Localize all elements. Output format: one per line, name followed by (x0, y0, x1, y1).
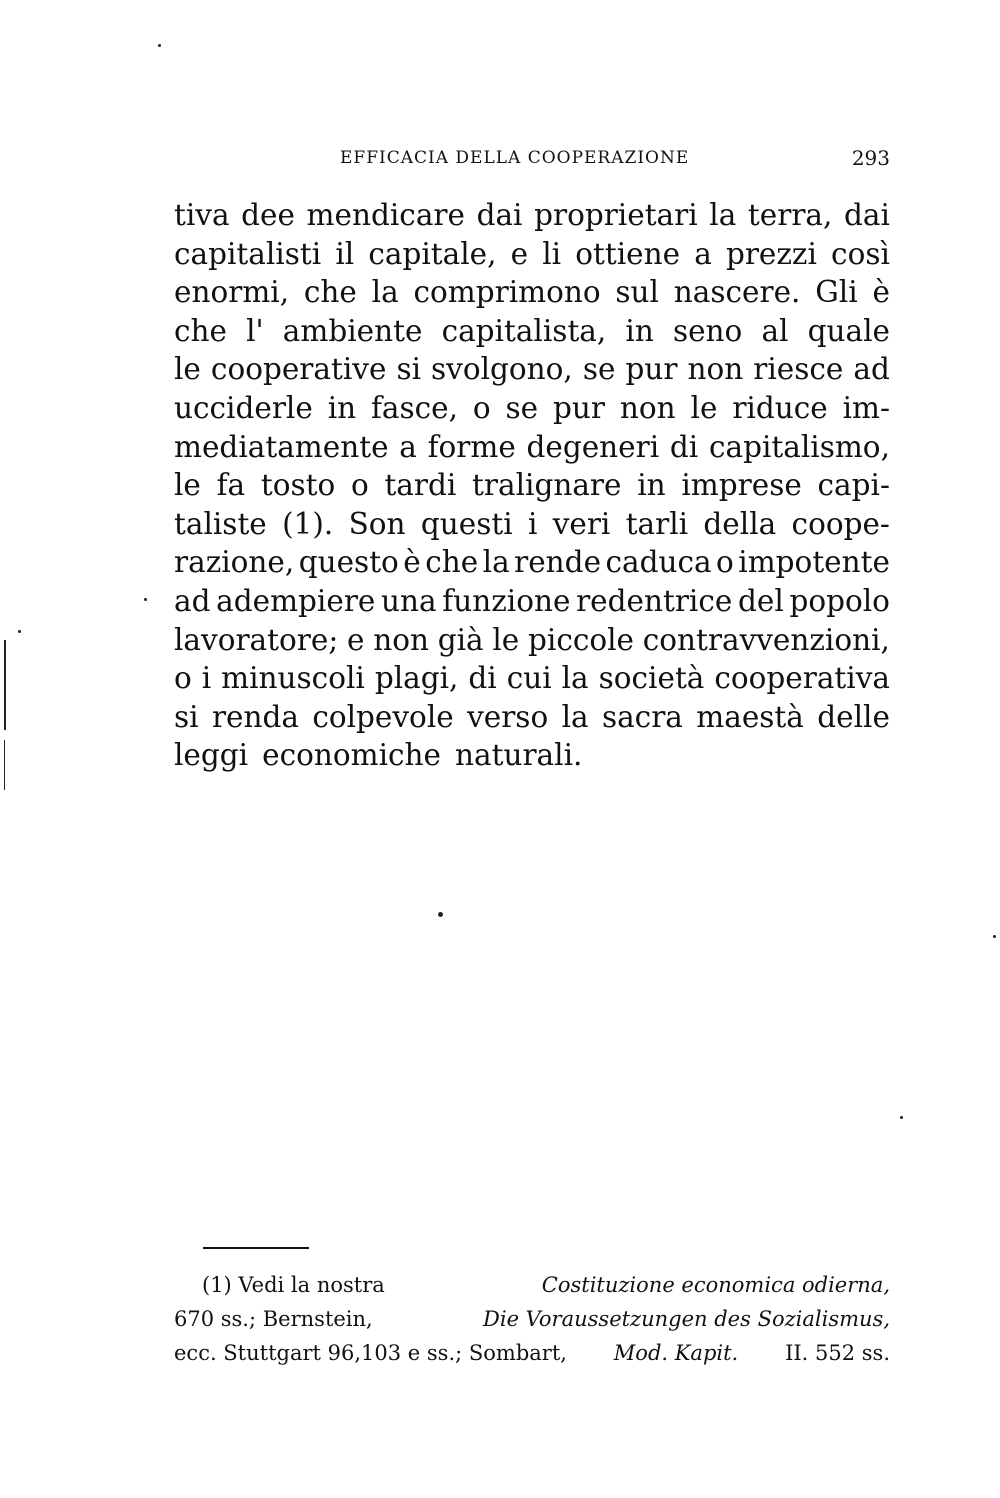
word: riesce (753, 352, 844, 387)
word: le (492, 622, 520, 657)
word: capi- (817, 468, 890, 503)
word: tiva (174, 198, 230, 232)
word: o (472, 390, 491, 425)
word: capitalista, (441, 313, 607, 348)
word: in (327, 390, 357, 425)
word: mediatamente (174, 429, 389, 464)
word: veri (552, 506, 611, 541)
text-line (174, 698, 890, 737)
word: pur (625, 352, 678, 387)
word: ad (174, 583, 211, 618)
word: non (373, 622, 429, 657)
word: lavoratore; (174, 622, 339, 657)
word: a (694, 236, 712, 271)
binding-edge-mark (4, 740, 5, 790)
text-line (174, 273, 890, 312)
word: maestà (696, 699, 804, 734)
word: adempiere (216, 583, 376, 618)
running-header (170, 146, 890, 170)
word: taliste (174, 506, 267, 541)
word: tardi (384, 468, 457, 503)
word: questi (420, 506, 513, 541)
word: in (637, 468, 666, 503)
word: sacra (601, 699, 683, 734)
word: li (542, 236, 562, 271)
word: di (669, 429, 699, 464)
word: cooperativa (714, 661, 890, 696)
word: si (396, 352, 422, 387)
running-title: EFFICACIA DELLA COOPERAZIONE (340, 148, 690, 168)
word: i (201, 661, 212, 696)
word: le (174, 352, 201, 387)
word: colpevole (312, 699, 454, 734)
paper-speck (18, 630, 21, 633)
word: leggi (174, 738, 249, 773)
text-line (174, 736, 890, 775)
word: funzione (442, 583, 571, 618)
binding-edge-mark (4, 640, 6, 730)
footnote-text: ecc. Stuttgart 96,103 e ss.; Sombart, (174, 1341, 567, 1365)
word: contravvenzioni, (642, 622, 890, 657)
word: nascere. (673, 275, 801, 310)
text-line (174, 389, 890, 428)
word: cui (506, 661, 552, 696)
page-number: 293 (851, 146, 890, 170)
word: la (371, 275, 399, 310)
text-line (174, 350, 890, 389)
word: si (174, 699, 199, 734)
word: pur (553, 390, 606, 425)
word: razione, (174, 545, 295, 580)
paper-speck (900, 1116, 903, 1119)
word: quale (807, 313, 890, 348)
word: comprimono (413, 275, 601, 310)
word: Son (348, 506, 406, 541)
word: questo (298, 545, 399, 580)
paper-speck (144, 598, 147, 601)
word: una (381, 583, 437, 618)
word: sul (615, 275, 659, 310)
word: la (561, 661, 589, 696)
paper-speck (158, 44, 161, 47)
footnote-title: Mod. Kapit. (613, 1341, 739, 1365)
footnote-text: 670 ss.; Bernstein, (174, 1307, 373, 1331)
text-line (174, 659, 890, 698)
text-line (174, 505, 890, 544)
word: dai (843, 198, 890, 232)
paper-speck (993, 935, 996, 938)
footnote-rule (203, 1247, 309, 1249)
word: le (174, 468, 201, 503)
word: seno (672, 313, 743, 348)
word: ad (853, 352, 890, 387)
word: non (619, 390, 676, 425)
word: di (468, 661, 497, 696)
word: al (761, 313, 789, 348)
word: ucciderle (174, 390, 313, 425)
footnote-line (174, 1302, 890, 1336)
word: o (350, 468, 369, 503)
word: la (709, 198, 737, 232)
word: è (872, 275, 890, 310)
word: della (703, 506, 777, 541)
word: redentrice (576, 583, 733, 618)
word: delle (817, 699, 890, 734)
word: dai (476, 198, 523, 232)
word: capitale, (368, 236, 497, 271)
word: se (582, 352, 616, 387)
word: verso (467, 699, 549, 734)
word: a (399, 429, 417, 464)
word: coope- (791, 506, 890, 541)
word: se (505, 390, 539, 425)
footnote-text: II. 552 ss. (785, 1341, 890, 1365)
word: caduca (605, 545, 712, 580)
word: la (482, 545, 510, 580)
word: renda (211, 699, 299, 734)
text-line (174, 543, 890, 582)
word: o (716, 545, 734, 580)
word: e (510, 236, 529, 271)
text-line (174, 235, 890, 274)
word: fa (216, 468, 246, 503)
text-line (174, 428, 890, 467)
word: mendicare (306, 198, 465, 232)
word: e (347, 622, 365, 657)
word: naturali. (455, 738, 583, 773)
word: enormi, (174, 275, 290, 310)
body-paragraph (174, 196, 890, 775)
word: Gli (815, 275, 858, 310)
word: l' (246, 313, 264, 348)
word: ottiene (575, 236, 681, 271)
word: le (690, 390, 718, 425)
word: prezzi (725, 236, 817, 271)
text-line (174, 582, 890, 621)
word: del (738, 583, 784, 618)
word: forme (427, 429, 516, 464)
footnote-text: (1) Vedi la nostra (202, 1273, 385, 1297)
word: cooperative (210, 352, 387, 387)
footnote-line (174, 1336, 890, 1370)
word: già (437, 622, 484, 657)
word: ambiente (282, 313, 423, 348)
word: imprese (681, 468, 802, 503)
text-line (174, 621, 890, 660)
word: la (561, 699, 589, 734)
word: minuscoli (221, 661, 365, 696)
word: capitalismo, (708, 429, 890, 464)
word: i (527, 506, 538, 541)
word: tarli (625, 506, 689, 541)
word: il (335, 236, 355, 271)
word: degeneri (526, 429, 660, 464)
footnote-title: Costituzione economica odierna, (541, 1273, 890, 1297)
word: fasce, (371, 390, 459, 425)
word: capitalisti (174, 236, 322, 271)
word: che (425, 545, 479, 580)
paper-speck (438, 912, 443, 917)
word: che (303, 275, 357, 310)
word: è (403, 545, 421, 580)
word: terra, (747, 198, 833, 232)
word: svolgono, (431, 352, 573, 387)
word: plagi, (374, 661, 459, 696)
text-line (174, 196, 890, 235)
word: piccole (528, 622, 635, 657)
word: dee (241, 198, 295, 232)
word: economiche (262, 738, 441, 773)
word: società (598, 661, 705, 696)
word: o (174, 661, 192, 696)
word: in (625, 313, 654, 348)
word: tralignare (472, 468, 622, 503)
word: tosto (260, 468, 336, 503)
word: che (174, 313, 227, 348)
word: (1). (282, 506, 334, 541)
word: im- (842, 390, 890, 425)
word: impotente (738, 545, 890, 580)
footnote-title: Die Voraussetzungen des Sozialismus, (483, 1307, 890, 1331)
word: così (831, 236, 890, 271)
text-line (174, 466, 890, 505)
footnote (174, 1268, 890, 1370)
footnote-line (174, 1268, 890, 1302)
word: riduce (732, 390, 828, 425)
text-line (174, 312, 890, 351)
word: popolo (789, 583, 890, 618)
word: rende (514, 545, 602, 580)
word: non (687, 352, 744, 387)
word: proprietari (534, 198, 698, 232)
